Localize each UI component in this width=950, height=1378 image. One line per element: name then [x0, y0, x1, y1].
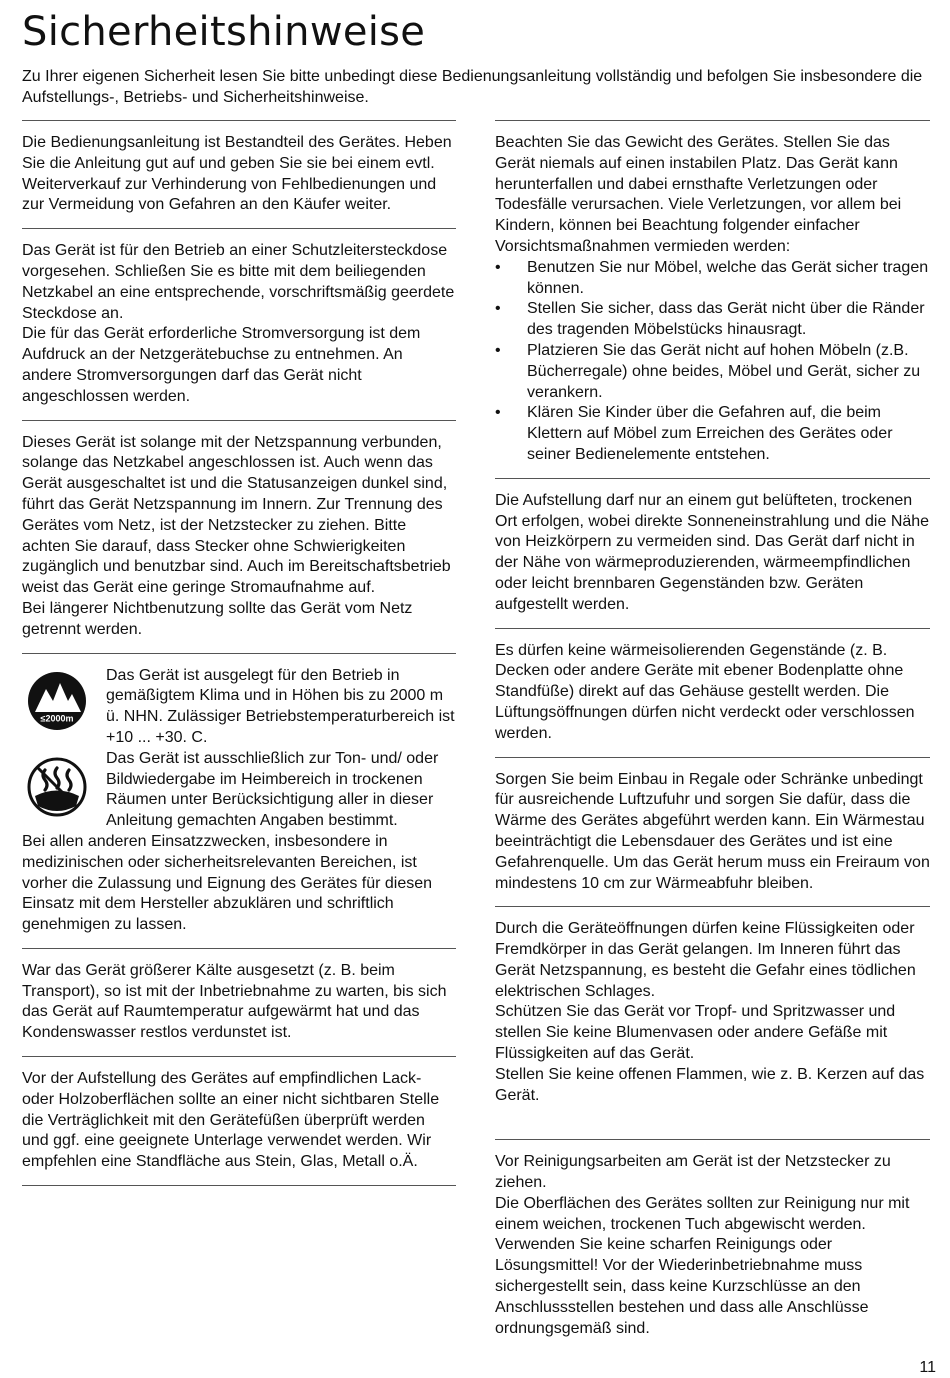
notice-text: Dieses Gerät ist solange mit der Netzspannung verbunden, solange das Netzkabel angeschlossen ist. Auch wenn das Gerät ausgeschaltet ist und die Statusanzeigen dunkel sind, führt das Gerät Netzspannung im Innern. Zur Trennung des Gerätes vom Netz, ist der Netzstecker zu ziehen. Bitte achten Sie darauf, dass Stecker ohne Schwierigkeiten zugänglich und benutzbar sind. Auch im Bereitschaftsbetrieb weist das Gerät eine geringe Stromaufnahme auf. [22, 433, 451, 597]
notice-text: Das Gerät ist für den Betrieb an einer Schutzleitersteckdose vorgesehen. Schließen Sie es bitte mit dem beiliegenden Netzkabel an eine entsprechende, vorschriftsmäßig geerdete Steckdose an. [22, 242, 455, 322]
icon-stack [22, 666, 106, 832]
list-item [495, 258, 930, 300]
notice-no-covering [495, 628, 930, 757]
list-item-text: Klären Sie Kinder über die Gefahren auf, die beim Klettern auf Möbel zum Erreichen des Gerätes oder seiner Bedienelemente entstehen. [527, 404, 893, 463]
page-number: 11 [919, 1359, 936, 1376]
bullet: • [495, 258, 501, 276]
altitude-label: ≤2000m [40, 713, 74, 724]
bullet: • [495, 300, 501, 318]
notice-installation-airflow [495, 757, 930, 907]
notice-text: Stellen Sie keine offenen Flammen, wie z. B. Kerzen auf das Gerät. [495, 1065, 925, 1104]
notice-text: Bei längerer Nichtbenutzung sollte das Gerät vom Netz getrennt werden. [22, 599, 413, 638]
climate-text-column [106, 666, 456, 832]
bullet: • [495, 341, 501, 359]
altitude-2000m-icon [26, 670, 88, 732]
page-title: Sicherheitshinweise [22, 9, 426, 55]
precaution-list [495, 258, 930, 466]
notice-text: Die für das Gerät erforderliche Stromversorgung ist dem Aufdruck an der Netzgerätebuchse zu entnehmen. An andere Stromversorgungen darf das Gerät nicht angeschlossen werden. [22, 325, 421, 405]
notice-text: Vor Reinigungsarbeiten am Gerät ist der Netzstecker zu ziehen. [495, 1153, 891, 1192]
notice-grounded-outlet [22, 228, 456, 419]
notice-climate-altitude [22, 653, 456, 948]
list-item-text: Platzieren Sie das Gerät nicht auf hohen Möbeln (z.B. Bücherregale) ohne beides, Möbel und Gerät, sicher zu verankern. [527, 341, 921, 401]
list-item-text: Benutzen Sie nur Möbel, welche das Gerät sicher tragen können. [527, 258, 929, 297]
list-item [495, 403, 930, 465]
notice-text: War das Gerät größerer Kälte ausgesetzt (z. B. beim Transport), so ist mit der Inbetriebnahme zu warten, bis sich das Gerät auf Raumtemperatur aufgewärmt hat und das Kondenswasser restlos verdunstet ist. [22, 961, 447, 1042]
notice-text: Beachten Sie das Gewicht des Gerätes. Stellen Sie das Gerät niemals auf einen instabilen Platz. Das Gerät kann herunterfallen und dabei ernsthafte Verletzungen oder Todesfälle verursachen. Viele Verletzungen, vor allem bei Kindern, können bei Beachtung folgender einfacher Vorsichtsmaßnahmen vermieden werden: [495, 134, 902, 255]
notice-text: Durch die Geräteöffnungen dürfen keine Flüssigkeiten oder Fremdkörper in das Gerät gelangen. Im Inneren führt das Gerät Netzspannung, es besteht die Gefahr eines tödlichen elektrischen Schlages. [495, 920, 916, 1000]
notice-text: Bei allen anderen Einsatzzwecken, insbesondere in medizinischen oder sicherheitsrelevanten Bereichen, ist vorher die Zulassung und Eignung des Gerätes für diesen Einsatz mit dem Hersteller abzuklären und schriftlich genehmigen zu lassen. [22, 832, 433, 934]
spacer [495, 1106, 930, 1127]
notice-surface [22, 1056, 456, 1186]
notice-condensation [22, 948, 456, 1056]
left-column [22, 120, 456, 1186]
notice-text: Die Bedienungsanleitung ist Bestandteil des Gerätes. Heben Sie die Anleitung gut auf und geben Sie sie bei einem evtl. Weiterverkauf zur Verhinderung von Fehlbedienungen und zur Vermeidung von Gefahren an den Käufer weiter. [22, 134, 452, 214]
notice-text: Das Gerät ist ausschließlich zur Ton- und/ oder Bildwiedergabe im Heimbereich in trockenen Räumen unter Berücksichtigung aller in dieser Anleitung gemachten Angaben bestimmt. [106, 749, 439, 830]
notice-ventilated-location [495, 478, 930, 628]
bullet: • [495, 404, 501, 422]
notice-liquids [495, 906, 930, 1139]
right-column [495, 120, 930, 1351]
notice-text: Sorgen Sie beim Einbau in Regale oder Schränke unbedingt für ausreichende Luftzufuhr und sorgen Sie dafür, dass die Wärme des Gerätes abgeführt werden kann. Ein Wärmestau beeinträchtigt die Lebensdauer des Gerätes und ist eine Gefahrenquelle. Um das Gerät herum muss ein Freiraum von mindestens 10 cm zur Wärmeabfuhr bleiben. [495, 770, 930, 892]
notice-text: Schützen Sie das Gerät vor Tropf- und Spritzwasser und stellen Sie keine Blumenvasen oder andere Gefäße mit Flüssigkeiten auf das Gerät. [495, 1003, 896, 1063]
non-tropical-climate-icon [26, 756, 88, 818]
notice-text: Es dürfen keine wärmeisolierenden Gegenstände (z. B. Decken oder andere Geräte mit ebener Bodenplatte ohne Standfüße) direkt auf das Gehäuse gestellt werden. Die Lüftungsöffnungen dürfen nicht verdeckt oder verschlossen werden. [495, 641, 915, 742]
notice-text: Vor der Aufstellung des Gerätes auf empfindlichen Lack- oder Holzoberflächen sollte an einer nicht sichtbaren Stelle die Verträglichkeit mit den Gerätefüßen überprüft werden und ggf. eine geeignete Unterlage verwendet werden. Wir empfehlen eine Standfläche aus Stein, Glas, Metall o.Ä. [22, 1070, 440, 1171]
intro-text: Zu Ihrer eigenen Sicherheit lesen Sie bitte unbedingt diese Bedienungsanleitung vollständig und befolgen Sie insbesondere die Aufstellungs-, Betriebs- und Sicherheitshinweise. [22, 68, 923, 106]
notice-cleaning [495, 1139, 930, 1351]
list-item-text: Stellen Sie sicher, dass das Gerät nicht über die Ränder des tragenden Möbelstücks hinausragt. [527, 300, 925, 339]
list-item [495, 341, 930, 403]
notice-text: Die Aufstellung darf nur an einem gut belüfteten, trockenen Ort erfolgen, wobei direkte Sonneneinstrahlung und die Nähe von Heizkörpern zu vermeiden sind. Das Gerät darf nicht in der Nähe von wärmeproduzierenden, wärmeempfindlichen oder leicht brennbaren Gegenständen bzw. Geräten aufgestellt werden. [495, 491, 930, 613]
notice-mains-voltage [22, 420, 456, 653]
notice-manual [22, 120, 456, 228]
notice-weight-stability [495, 120, 930, 478]
list-item [495, 299, 930, 341]
notice-text: Das Gerät ist ausgelegt für den Betrieb in gemäßigtem Klima und in Höhen bis zu 2000 m ü. NHN. Zulässiger Betriebstemperaturbereich ist +10 ... +30. C. [106, 666, 455, 746]
notice-text: Die Oberflächen des Gerätes sollten zur Reinigung nur mit einem weichen, trockenen Tuch abgewischt werden. Verwenden Sie keine scharfen Reinigungs oder Lösungsmittel! Vor der Wiederinbetriebnahme muss sichergestellt sein, dass keine Kurzschlüsse an den Anschlussstellen bestehen und dass alle Anschlüsse ordnungsgemäß sind. [495, 1194, 910, 1337]
